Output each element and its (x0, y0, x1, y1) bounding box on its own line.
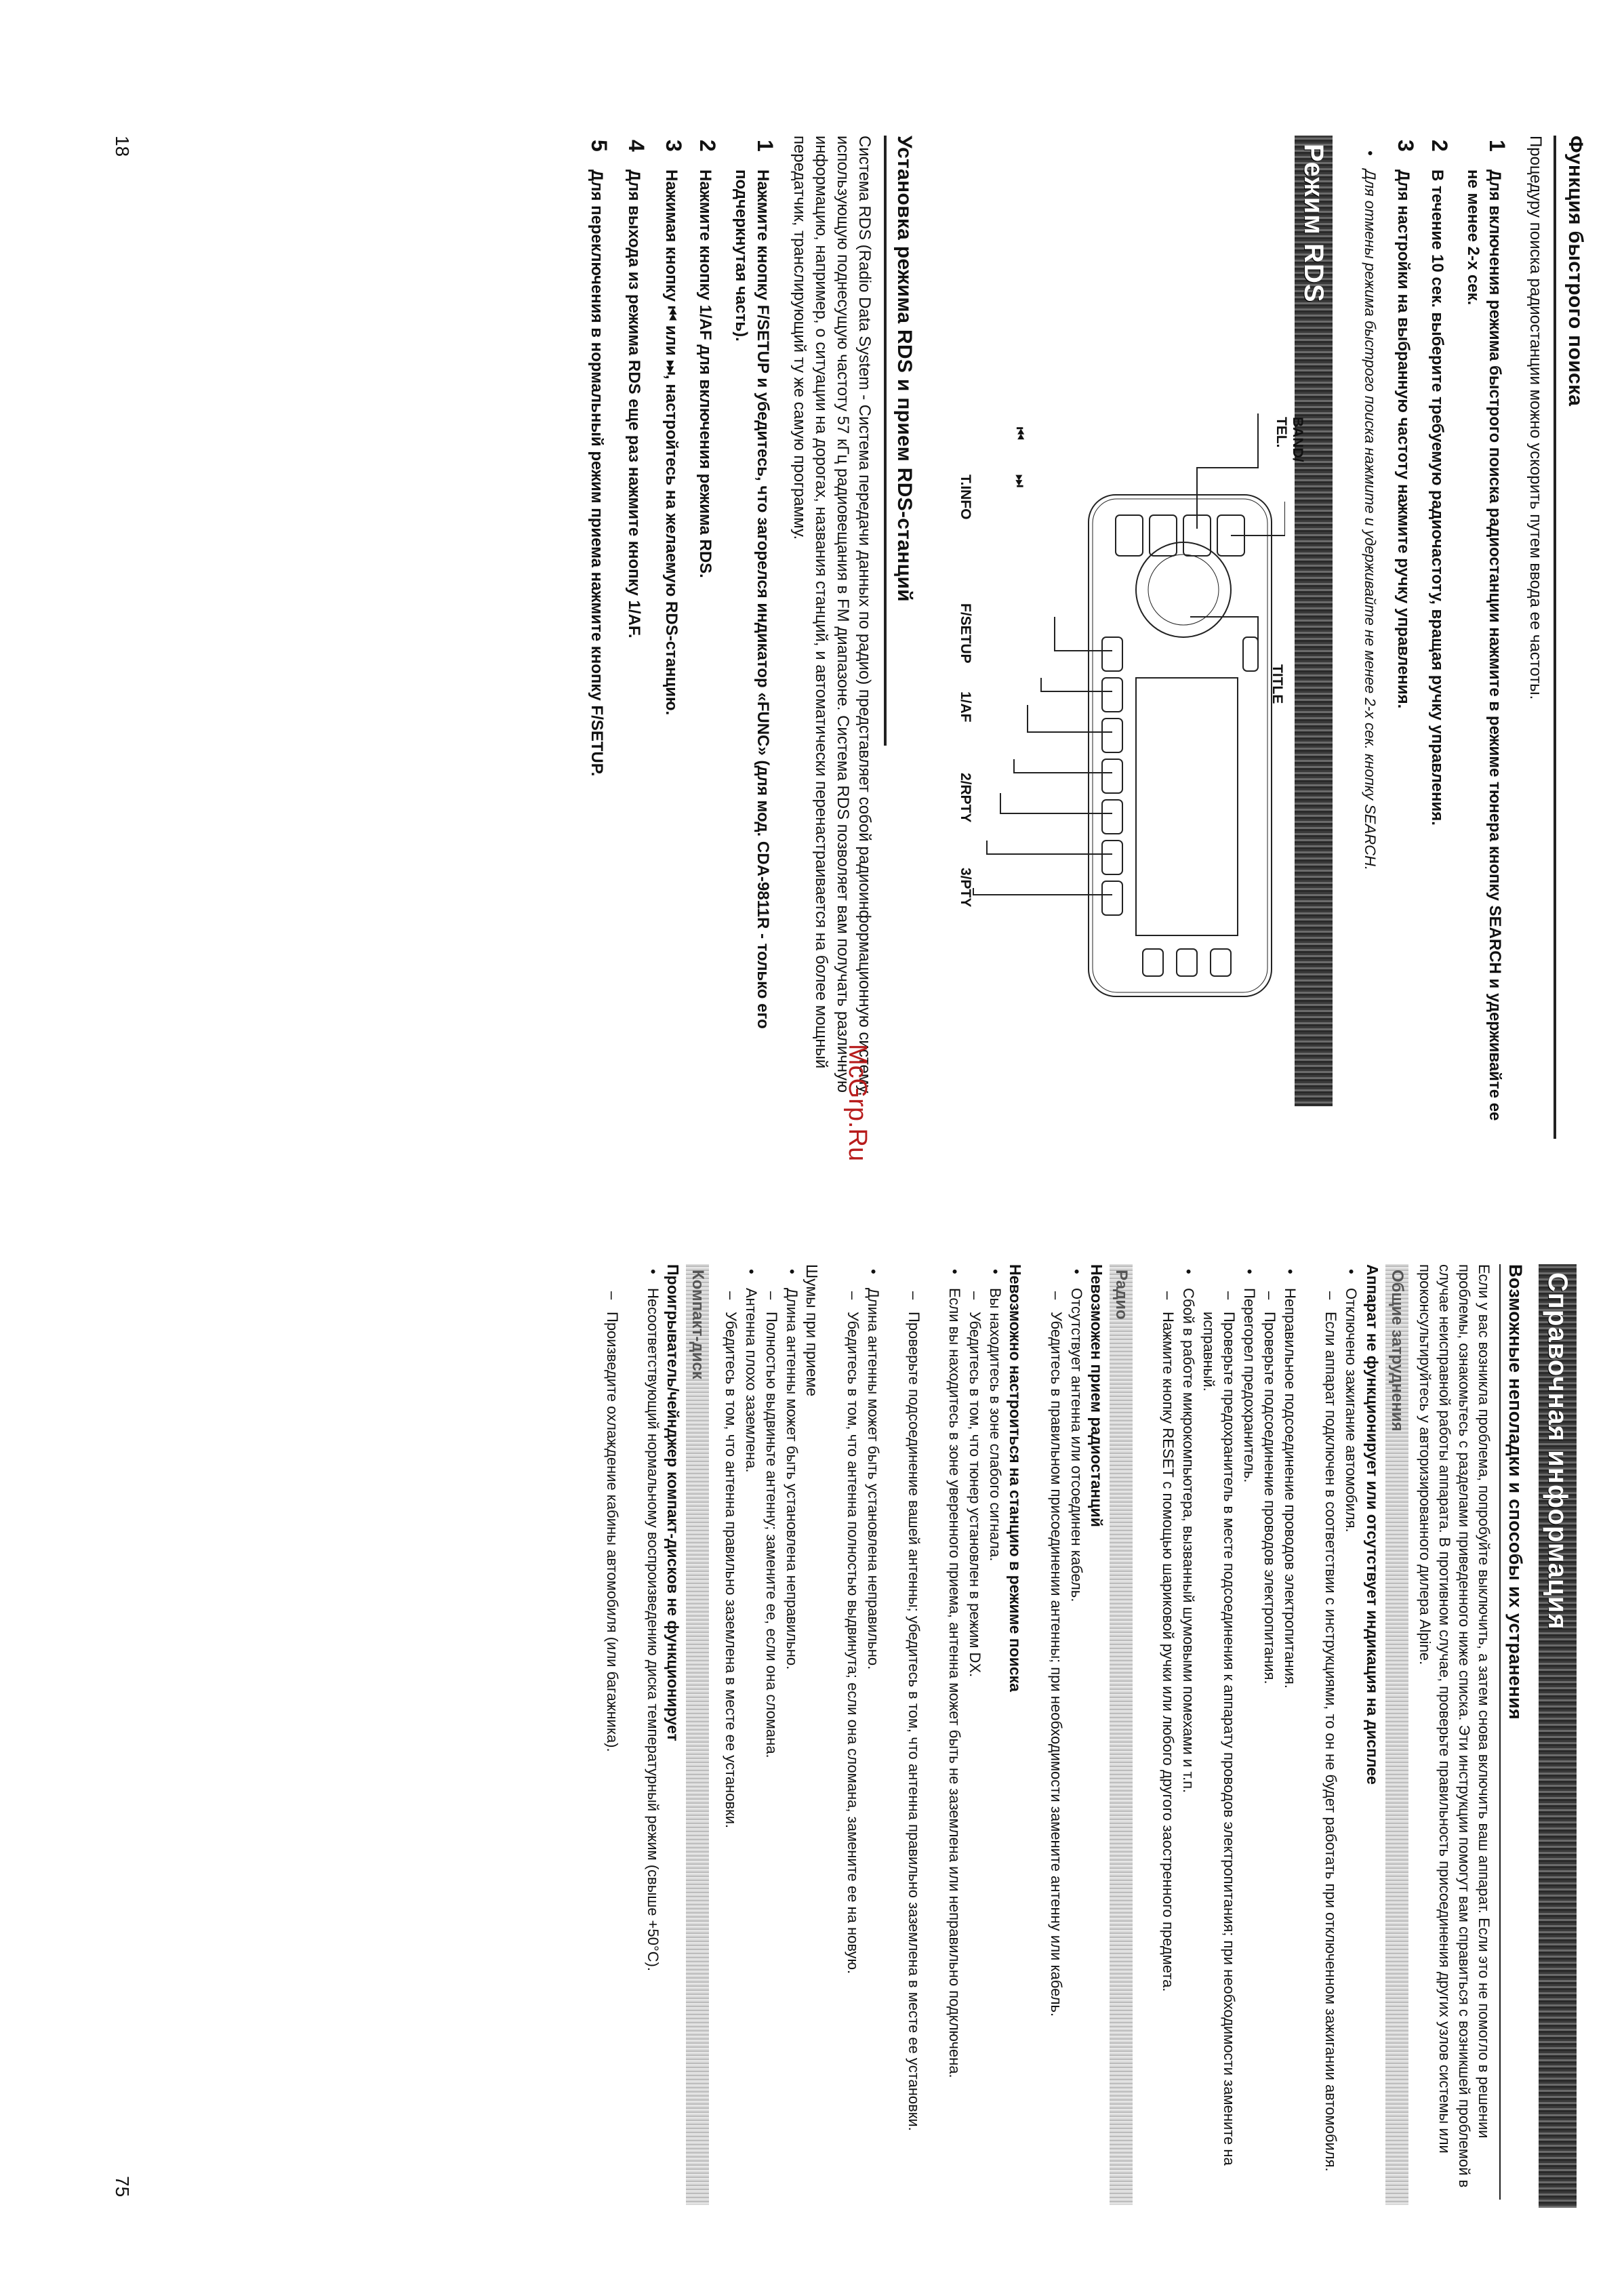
rds-step-3 (660, 140, 686, 1139)
label-3-pty: 3/PTY (958, 868, 973, 908)
heading-rule (1499, 1264, 1501, 2200)
step-number: 2 (695, 140, 720, 152)
control-knob (1136, 542, 1231, 637)
watermark: McGrp.Ru (843, 1044, 872, 1162)
radio-d5: – Полностью выдвиньте антенну; замените ее, если она сломана. (761, 1312, 781, 2200)
label-title: TITLE (1270, 664, 1285, 704)
label-prev: ⏮ (1012, 427, 1028, 440)
label-2-rpty: 2/RPTY (958, 773, 973, 823)
radio-q2: Невозможно настроиться на станцию в режиме поиска (1007, 1264, 1024, 1692)
step-number: 1 (753, 140, 777, 152)
label-tinfo: T.INFO (958, 474, 973, 520)
rds-step-1 (730, 140, 777, 1139)
quick-search-intro: Процедуру поиска радиостанции можно ускорить путем ввода ее частоты. (1526, 136, 1545, 700)
radio-b2: • Вы находитесь в зоне слабого сигнала. (985, 1288, 1005, 2200)
heading-rule (884, 136, 887, 746)
radio-q1: Невозможен прием радиостанций (1088, 1264, 1105, 1527)
rds-step-4 (623, 140, 649, 1139)
general-q1: Аппарат не функционирует или отсутствует индикация на дисплее (1364, 1264, 1381, 1785)
label-band-tel: BAND/ TEL. (1274, 417, 1305, 462)
reference-banner: Справочная информация (1539, 1264, 1577, 2208)
display-window (1136, 678, 1238, 935)
cd-d1: – Произведите охлаждение кабины автомобиля (или багажника). (602, 1312, 622, 2200)
general-subsection: Общие затруднения (1385, 1264, 1408, 2205)
general-b1: • Отключено зажигание автомобиля. (1341, 1288, 1361, 2200)
radio-b3: • Если вы находитесь в зоне уверенного приема, антенна может быть не заземлена или неправильно подключена. (944, 1288, 965, 2200)
radio-q3: Шумы при приеме (803, 1264, 821, 1397)
general-d3: – Проверьте предохранитель в месте подсоединения к аппарату проводов электропитания; при необходимости замените на исправный. (1198, 1312, 1239, 2200)
step-text: В течение 10 сек. выберите требуемую радиочастоту, вращая ручку управления. (1428, 169, 1446, 826)
general-b4: • Сбой в работе микрокомпьютера, вызванный шумовыми помехами и т.п. (1178, 1288, 1198, 2200)
step-text: Нажмите кнопку 1/AF для включения режима RDS. (696, 169, 714, 578)
quick-step-1 (1462, 140, 1509, 1139)
rds-heading: Установка режима RDS и прием RDS-станций (893, 136, 916, 602)
step-number: 5 (587, 140, 611, 152)
radio-subsection: Радио (1110, 1264, 1133, 2205)
quick-search-heading: Функция быстрого поиска (1564, 136, 1587, 407)
page-number-left: 18 (112, 136, 133, 157)
general-b2: • Неправильное подсоединение проводов электропитания. (1280, 1288, 1300, 2200)
quick-step-2 (1426, 140, 1452, 1139)
step-number: 3 (1394, 140, 1418, 152)
cd-subsection: Компакт-диск (686, 1264, 709, 2205)
step-text: Для переключения в нормальный режим приема нажмите кнопку F/SETUP. (588, 169, 606, 777)
rds-step-5 (586, 140, 611, 1139)
step-text: Для включения режима быстрого поиска радиостанции нажмите в режиме тюнера кнопку SEARCH и удерживайте ее не менее 2-х сек. (1464, 169, 1504, 1121)
radio-b5: • Длина антенны может быть установлена неправильно. (781, 1288, 802, 2200)
step-number: 4 (624, 140, 649, 152)
faceplate-outline (1089, 495, 1272, 996)
troubleshooting-heading: Возможные неполадки и способы их устранения (1505, 1264, 1526, 1720)
page-number-right: 75 (112, 2176, 133, 2198)
rds-banner: Режим RDS (1295, 136, 1333, 1106)
radio-d6: – Убедитесь в том, что антенна правильно заземлена в месте ее установки. (720, 1312, 741, 2200)
rds-intro: Система RDS (Radio Data System - Система передачи данных по радио) представляет собой радиоинформационную систему, использующую поднесущую частоту 57 кГц радиовещания в FM диапазоне. Система RDS позволяет вам получать различную информацию, например, о ситуации на дорогах, названия станций, и автоматически перенастраивается на более мощный передатчик, транслирующий ту же самую программу. (790, 136, 874, 1096)
right-page (0, 1146, 1624, 2244)
left-page (0, 41, 1624, 1139)
general-d4: – Нажмите кнопку RESET с помощью шариковой ручки или любого другого заостренного предмета. (1158, 1312, 1178, 2200)
quick-search-note: • Для отмены режима быстрого поиска нажмите и удерживайте не менее 2-х сек. кнопку SEARCH. (1360, 169, 1380, 1139)
rds-step-2 (694, 140, 720, 1139)
troubleshooting-intro: Если у вас возникла проблема, попробуйте выключить, а затем снова включить ваш аппарат. Если это не помогло в решении проблемы, ознакомьтесь с разделами приведенного ниже списка. Эти инструкции помогут вам справиться с возникшей проблемой в случае неисправной работы аппарата. В противном случае, проверьте правильность присоединения других узлов системы или проконсультируйтесь у авторизированного дилера Alpine. (1417, 1264, 1493, 2188)
general-b3: • Перегорел предохранитель. (1239, 1288, 1259, 2200)
step-number: 3 (662, 140, 686, 152)
step-text: Для настройки на выбранную частоту нажмите ручку управления. (1394, 169, 1413, 709)
step-number: 1 (1485, 140, 1509, 152)
radio-d2: – Убедитесь в том, что тюнер установлен в режим DX. (965, 1312, 985, 2200)
radio-b1: • Отсутствует антенна или отсоединен кабель. (1066, 1288, 1087, 2200)
label-af: 1/AF (958, 691, 973, 723)
step-text: Нажмите кнопку F/SETUP и убедитесь, что загорелся индикатор «FUNC» (для мод. CDA-9811R - только его подчеркнутая часть). (732, 169, 772, 1029)
label-fsetup: F/SETUP (958, 603, 973, 664)
step-text: Для выхода из режима RDS еще раз нажмите кнопку 1/AF. (625, 169, 643, 639)
cd-b1: • Несоответствующий нормальному воспроизведению диска температурный режим (свыше +50°C). (643, 1288, 663, 2200)
step-text: Нажимая кнопку ⏮ или ⏭, настройтесь на желаемую RDS-станцию. (662, 169, 681, 716)
radio-d3: – Проверьте подсоединение вашей антенны; убедитесь в том, что антенна правильно заземлена в месте ее установки. (904, 1312, 924, 2200)
cd-q1: Проигрыватель/чейнджер компакт-дисков не функционирует (664, 1264, 682, 1741)
radio-d4: – Убедитесь в том, что антенна полностью выдвинута; если она сломана, замените ее на новую. (843, 1312, 863, 2200)
radio-b4: • Длина антенны может быть установлена неправильно. (863, 1288, 883, 2200)
label-next: ⏭ (1012, 474, 1028, 487)
step-number: 2 (1427, 140, 1452, 152)
quick-step-3 (1392, 140, 1418, 1139)
general-d1: – Если аппарат подключен в соответствии с инструкциями, то он не будет работать при отключенном зажигании автомобиля. (1320, 1312, 1341, 2200)
radio-b6: • Антенна плохо заземлена. (741, 1288, 761, 2200)
radio-d1: – Убедитесь в правильном присоединении антенны; при необходимости замените антенну или кабель. (1046, 1312, 1066, 2200)
general-d2: – Проверьте подсоединение проводов электропитания. (1259, 1312, 1280, 2200)
heading-rule (1554, 136, 1556, 1139)
